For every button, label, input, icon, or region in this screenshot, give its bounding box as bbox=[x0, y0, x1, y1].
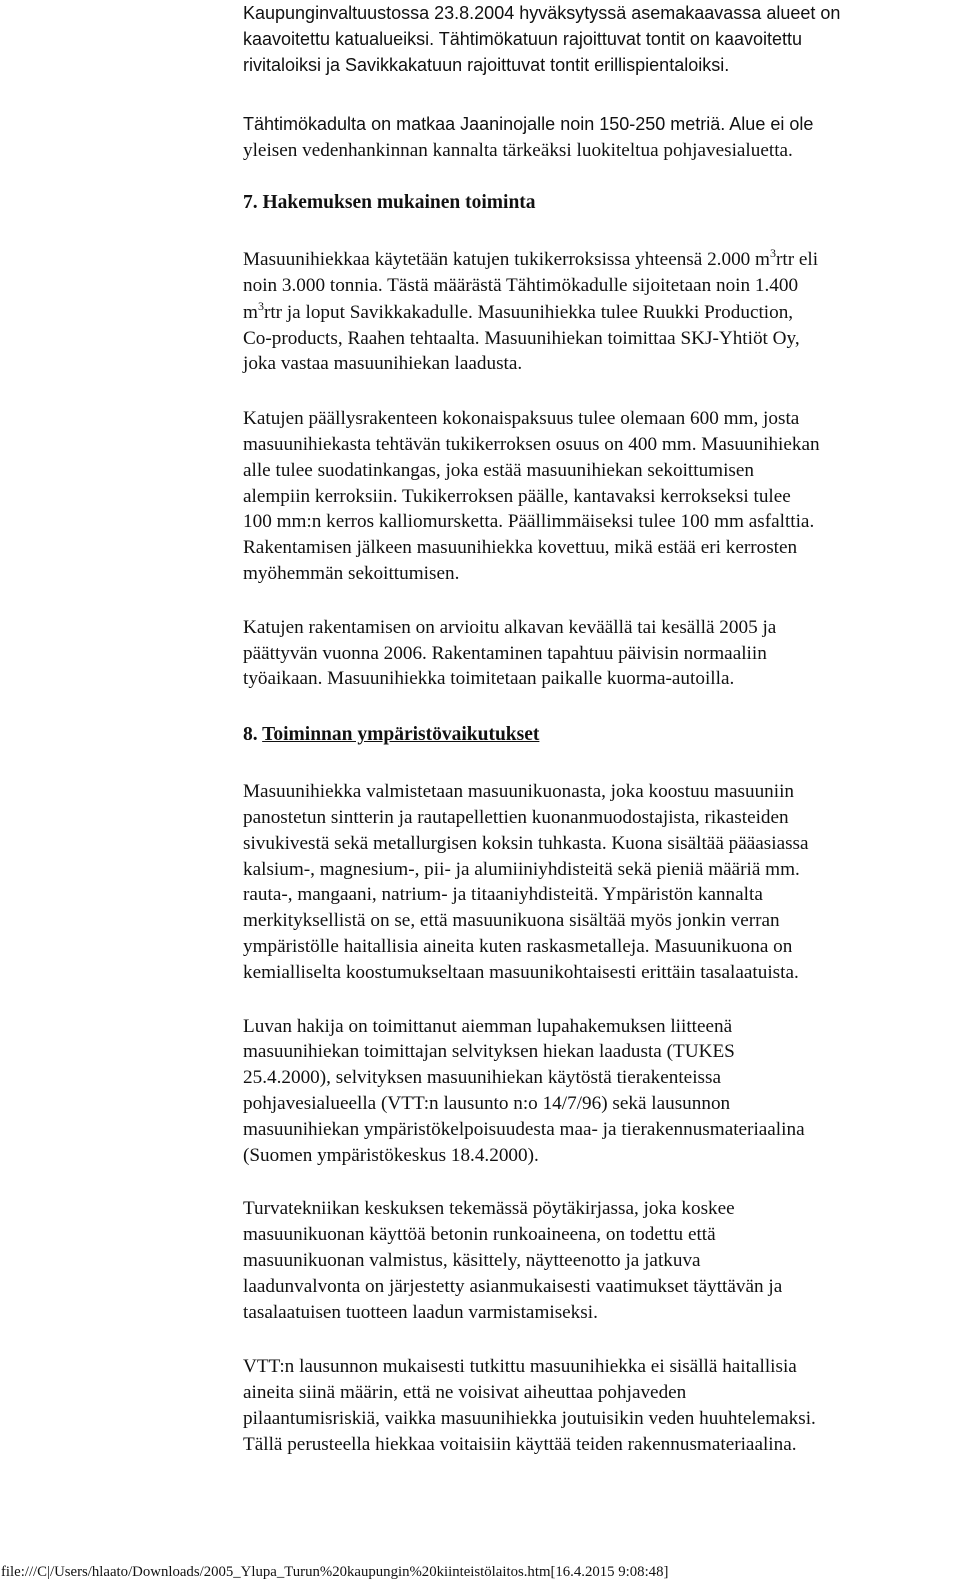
text-line: yleisen vedenhankinnan kannalta tärkeäksi luokiteltua pohjavesialuetta. bbox=[243, 140, 793, 161]
text-line: sivukivestä sekä metallurgisen koksin tuhkasta. Kuona sisältää pääasiassa bbox=[243, 832, 809, 854]
text-line: Luvan hakija on toimittanut aiemman lupahakemuksen liitteenä bbox=[243, 1015, 733, 1037]
text-line: 25.4.2000), selvityksen masuunihiekan käytöstä tierakenteissa bbox=[243, 1067, 721, 1089]
text-line: (Suomen ympäristökeskus 18.4.2000). bbox=[243, 1144, 539, 1166]
text-line: ympäristölle haitallisia aineita kuten raskasmetalleja. Masuunikuona on bbox=[243, 935, 793, 957]
print-footer-url: file:///C|/Users/hlaato/Downloads/2005_Ylupa_Turun%20kaupungin%20kiinteistölaitos.htm[16.4.2015 9:08:48] bbox=[1, 1564, 669, 1580]
section-7-paragraph-1 bbox=[243, 247, 948, 377]
distance-paragraph bbox=[243, 111, 948, 164]
text-line: laadunvalvonta on järjestetty asianmukaisesti vaatimukset täyttävän ja bbox=[243, 1275, 783, 1297]
text-line: Masuunihiekka valmistetaan masuunikuonasta, joka koostuu masuuniin bbox=[243, 781, 795, 803]
text-span: rtr ja loput Savikkakadulle. Masuunihiekka tulee Ruukki Production, bbox=[263, 301, 794, 323]
section-8-heading bbox=[243, 722, 948, 748]
section-7-heading: 7. Hakemuksen mukainen toiminta bbox=[243, 192, 536, 213]
text-line: kaavoitettu katualueiksi. Tähtimökatuun rajoittuvat tontit on kaavoitettu bbox=[243, 29, 802, 49]
section-8-paragraph-1 bbox=[243, 779, 948, 985]
text-line: Tällä perusteella hiekkaa voitaisiin käyttää teiden rakennusmateriaalina. bbox=[243, 1433, 797, 1455]
text-line: masuunihiekasta tehtävän tukikerroksen osuus on 400 mm. Masuunihiekan bbox=[243, 433, 820, 455]
text-line: alle tulee suodatinkangas, joka estää masuunihiekan sekoittumisen bbox=[243, 459, 754, 481]
text-line: merkityksellistä on se, että masuunikuona sisältää myös jonkin verran bbox=[243, 910, 780, 932]
text-line: masuunihiekan toimittajan selvityksen hiekan laadusta (TUKES bbox=[243, 1041, 735, 1063]
text-line: 100 mm:n kerros kalliomursketta. Päällimmäiseksi tulee 100 mm asfalttia. bbox=[243, 511, 815, 533]
text-span: m bbox=[243, 301, 258, 323]
text-line: alempiin kerroksiin. Tukikerroksen päälle, kantavaksi kerrokseksi tulee bbox=[243, 485, 791, 507]
text-line: Kaupunginvaltuustossa 23.8.2004 hyväksytyssä asemakaavassa alueet on bbox=[243, 3, 841, 23]
text-line bbox=[243, 299, 948, 326]
section-8-paragraph-4 bbox=[243, 1354, 948, 1457]
text-line: Turvatekniikan keskuksen tekemässä pöytäkirjassa, joka koskee bbox=[243, 1198, 735, 1220]
text-span: Masuunihiekkaa käytetään katujen tukikerroksissa yhteensä 2.000 m bbox=[243, 249, 770, 270]
section-title: Toiminnan ympäristövaikutukset bbox=[262, 724, 540, 746]
text-line: joka vastaa masuunihiekan laadusta. bbox=[243, 353, 523, 375]
text-line: Rakentamisen jälkeen masuunihiekka kovettuu, mikä estää eri kerrosten bbox=[243, 537, 798, 559]
section-8-paragraph-3 bbox=[243, 1196, 948, 1325]
text-span: rtr eli bbox=[775, 249, 819, 270]
text-line bbox=[243, 247, 948, 273]
text-line: tasalaatuisen tuotteen laadun varmistamiseksi. bbox=[243, 1301, 598, 1323]
superscript: 3 bbox=[257, 298, 264, 313]
intro-paragraph bbox=[243, 0, 948, 78]
text-line: Katujen rakentamisen on arvioitu alkavan keväällä tai kesällä 2005 ja bbox=[243, 616, 777, 638]
text-line: rauta-, mangaani, natrium- ja titaaniyhdisteitä. Ympäristön kannalta bbox=[243, 884, 763, 906]
text-line: VTT:n lausunnon mukaisesti tutkittu masuunihiekka ei sisällä haitallisia bbox=[243, 1356, 797, 1378]
text-line: päättyvän vuonna 2006. Rakentaminen tapahtuu päivisin normaaliin bbox=[243, 642, 767, 664]
text-line: panostetun sintterin ja rautapellettien kuonanmuodostajista, rikasteiden bbox=[243, 806, 789, 828]
text-line: noin 3.000 tonnia. Tästä määrästä Tähtimökadulle sijoitetaan noin 1.400 bbox=[243, 274, 799, 296]
superscript: 3 bbox=[769, 246, 776, 260]
text-line: rivitaloiksi ja Savikkakatuun rajoittuvat tontit erillispientaloiksi. bbox=[243, 55, 730, 75]
text-line: aineita siinä määrin, että ne voisivat aiheuttaa pohjaveden bbox=[243, 1382, 687, 1404]
document-page bbox=[243, 0, 948, 1457]
text-line: Katujen päällysrakenteen kokonaispaksuus tulee olemaan 600 mm, josta bbox=[243, 408, 800, 430]
text-line: Co-products, Raahen tehtaalta. Masuunihiekan toimittaa SKJ-Yhtiöt Oy, bbox=[243, 327, 800, 349]
text-line: kemialliselta koostumukseltaan masuunikohtaisesti erittäin tasalaatuista. bbox=[243, 961, 799, 983]
text-line: Tähtimökadulta on matkaa Jaaninojalle noin 150-250 metriä. Alue ei ole bbox=[243, 114, 814, 134]
text-line: kalsium-, magnesium-, pii- ja alumiiniyhdisteitä sekä pieniä määriä mm. bbox=[243, 858, 800, 880]
text-line: pilaantumisriskiä, vaikka masuunihiekka joutuisikin veden huuhtelemaksi. bbox=[243, 1407, 816, 1429]
section-7-paragraph-2 bbox=[243, 406, 948, 587]
text-line: pohjavesialueella (VTT:n lausunto n:o 14/7/96) sekä lausunnon bbox=[243, 1092, 731, 1114]
section-7-paragraph-3 bbox=[243, 615, 948, 692]
text-line: masuunihiekan ympäristökelpoisuudesta maa- ja tierakennusmateriaalina bbox=[243, 1118, 805, 1140]
section-number: 8. bbox=[243, 724, 263, 746]
text-line: myöhemmän sekoittumisen. bbox=[243, 562, 460, 584]
text-line: työaikaan. Masuunihiekka toimitetaan paikalle kuorma-autoilla. bbox=[243, 668, 735, 690]
text-line: masuunikuonan käyttöä betonin runkoaineena, on todettu että bbox=[243, 1224, 716, 1246]
text-line: masuunikuonan valmistus, käsittely, näytteenotto ja jatkuva bbox=[243, 1249, 701, 1271]
section-8-paragraph-2 bbox=[243, 1014, 948, 1169]
